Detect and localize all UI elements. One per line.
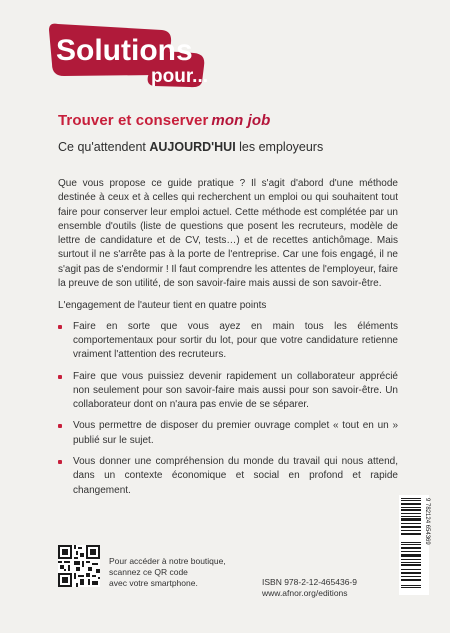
book-title xyxy=(58,112,270,129)
list-item: Vous donner une compréhension du monde du travail qui nous attend, dans un contexte économique et social en profond et rapide changement. xyxy=(58,455,398,498)
logo-bottom-text: pour... xyxy=(151,66,208,87)
list-item: Faire que vous puissiez devenir rapidement un collaborateur apprécié non seulement pour son savoir-faire mais aussi pour son savoir-être. Un collaborateur dont on n'aura pas envie de se séparer. xyxy=(58,370,398,413)
book-subtitle xyxy=(58,140,323,154)
qr-instructions: Pour accéder à notre boutique, scannez ce QR code avec votre smartphone. xyxy=(109,556,226,588)
list-item: Vous permettre de disposer du premier ouvrage complet « tout en un » publié sur le sujet. xyxy=(58,419,398,448)
qr-code-icon[interactable] xyxy=(58,545,100,587)
book-subtitle-suffix: les employeurs xyxy=(239,140,324,154)
book-title-emphasis: mon job xyxy=(211,112,271,129)
barcode-icon xyxy=(399,495,429,595)
book-title-main: Trouver et conserver xyxy=(58,112,209,129)
bullet-icon xyxy=(58,325,62,329)
back-cover-text xyxy=(58,177,398,505)
bullet-icon xyxy=(58,375,62,379)
points-list xyxy=(58,320,398,498)
barcode-digits: 9 782124 654369 xyxy=(424,498,430,545)
book-subtitle-strong: AUJOURD'HUI xyxy=(149,140,236,154)
description-paragraph: Que vous propose ce guide pratique ? Il s'agit d'abord d'une méthode destinée à ceux et à celles qui recherchent un emploi ou qui souhaitent tout faire pour conserver leur emploi actuel. Cette méthode est complétée par un ensemble d'outils (liste de questions que posent les recruteurs, modèle de lettre de candidature et de CV, tests…) et de recettes antichômage. Mais surtout il ne s'arrête pas à la porte de l'entreprise. Car une fois engagé, il ne s'agit pas de s'endormir ! Il faut comprendre les attentes de l'employeur, faire la preuve de son utilité, de son savoir-faire mais aussi de son savoir-être. xyxy=(58,178,398,290)
bullet-icon xyxy=(58,424,62,428)
publisher-website[interactable]: www.afnor.org/editions xyxy=(262,588,348,598)
isbn-number: ISBN 978-2-12-465436-9 xyxy=(262,577,357,587)
isbn-block xyxy=(262,577,357,599)
solutions-pour-logo xyxy=(44,20,214,90)
bullet-icon xyxy=(58,460,62,464)
list-item: Faire en sorte que vous ayez en main tous les éléments comportementaux pour sortir du lot, pour que votre candidature retienne vraiment l'attention des recruteurs. xyxy=(58,320,398,363)
book-subtitle-prefix: Ce qu'attendent xyxy=(58,140,146,154)
logo-top-text: Solutions xyxy=(56,34,193,67)
points-intro: L'engagement de l'auteur tient en quatre points xyxy=(58,300,267,312)
